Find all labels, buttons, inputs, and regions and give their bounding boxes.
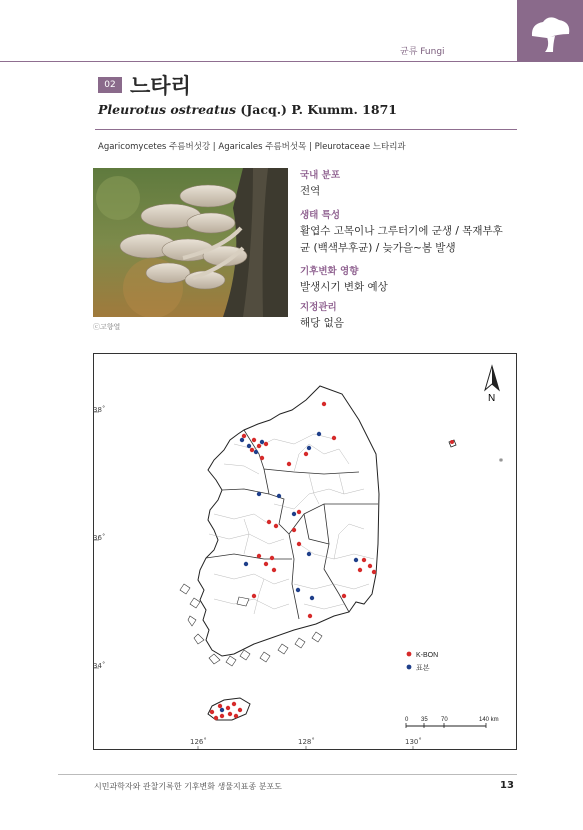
species-number: 02 xyxy=(98,77,122,93)
lat-label-36: 36˚ xyxy=(93,534,106,542)
kbon-point xyxy=(220,714,224,718)
kbon-point xyxy=(358,568,362,572)
specimen-point xyxy=(307,552,311,556)
scientific-name-author: (Jacq.) P. Kumm. 1871 xyxy=(240,102,397,117)
kbon-point xyxy=(260,456,264,460)
kbon-point xyxy=(297,542,301,546)
north-arrow xyxy=(485,366,499,390)
section-label: 균류 Fungi xyxy=(400,47,445,57)
specimen-point xyxy=(244,562,248,566)
info-value: 해당 없음 xyxy=(300,317,344,329)
kbon-point xyxy=(264,562,268,566)
legend-kbon-label: K-BON xyxy=(416,652,439,659)
page-title: 느타리 xyxy=(130,74,191,98)
specimen-point xyxy=(254,450,258,454)
kbon-point xyxy=(267,520,271,524)
specimen-point xyxy=(307,446,311,450)
kbon-point xyxy=(242,434,246,438)
dokdo xyxy=(500,459,502,461)
legend-specimen-label: 표본 xyxy=(416,665,430,672)
mushroom-icon xyxy=(517,0,583,62)
specimen-point xyxy=(220,708,224,712)
specimen-point xyxy=(310,596,314,600)
kbon-point xyxy=(304,452,308,456)
kbon-point xyxy=(257,444,261,448)
kbon-point xyxy=(238,708,242,712)
specimen-point xyxy=(317,432,321,436)
kbon-point xyxy=(270,556,274,560)
kbon-point xyxy=(292,528,296,532)
scale-tick-70: 70 xyxy=(441,717,448,723)
info-label: 지정관리 xyxy=(300,302,337,313)
specimen-point xyxy=(354,558,358,562)
kbon-point xyxy=(297,510,301,514)
specimen-point xyxy=(240,438,244,442)
scale-bar xyxy=(405,717,499,728)
info-designation xyxy=(300,299,344,332)
kbon-point xyxy=(250,448,254,452)
lon-label-126: 126˚ xyxy=(190,738,207,746)
info-label: 생태 특성 xyxy=(300,210,341,221)
scientific-name-genus-species: Pleurotus ostreatus xyxy=(98,102,237,117)
kbon-point xyxy=(234,714,238,718)
footer-rule xyxy=(58,774,517,775)
korea-map-svg xyxy=(94,354,517,750)
kbon-point xyxy=(257,554,261,558)
kbon-point xyxy=(372,570,376,574)
kbon-point xyxy=(232,702,236,706)
header-rule xyxy=(0,61,517,62)
kbon-point xyxy=(368,564,372,568)
kbon-point xyxy=(252,594,256,598)
lon-label-128: 128˚ xyxy=(298,738,315,746)
species-photo xyxy=(93,168,288,317)
info-value: 전역 xyxy=(300,185,321,197)
kbon-point xyxy=(308,614,312,618)
kbon-point xyxy=(252,438,256,442)
specimen-point xyxy=(260,440,264,444)
page-number: 13 xyxy=(500,780,514,791)
kbon-point xyxy=(274,524,278,528)
title-rule xyxy=(95,129,517,130)
specimen-point xyxy=(257,492,261,496)
info-value: 발생시기 변화 예상 xyxy=(300,281,388,293)
info-label: 기후변화 영향 xyxy=(300,266,359,277)
info-ecology xyxy=(300,207,510,257)
mainland-outline xyxy=(198,386,379,656)
kbon-point xyxy=(362,558,366,562)
kbon-point xyxy=(287,462,291,466)
specimen-point xyxy=(277,494,281,498)
scale-tick-35: 35 xyxy=(421,717,428,723)
scale-tick-0: 0 xyxy=(405,717,409,723)
map-legend xyxy=(407,652,439,672)
kbon-point xyxy=(210,710,214,714)
scale-tick-140: 140 km xyxy=(479,717,499,723)
legend-specimen-marker xyxy=(407,665,412,670)
kbon-point xyxy=(226,706,230,710)
specimen-point xyxy=(247,444,251,448)
kbon-point xyxy=(322,402,326,406)
specimen-point xyxy=(292,512,296,516)
kbon-point xyxy=(272,568,276,572)
lat-label-34: 34˚ xyxy=(93,662,106,670)
info-label: 국내 분포 xyxy=(300,170,341,181)
lon-label-130: 130˚ xyxy=(405,738,422,746)
corner-tab xyxy=(517,0,583,62)
kbon-point xyxy=(228,712,232,716)
specimen-point xyxy=(296,588,300,592)
lat-label-38: 38˚ xyxy=(93,406,106,414)
footer-title: 시민과학자와 관찰기록한 기후변화 생물지표종 분포도 xyxy=(94,782,282,791)
kbon-point xyxy=(450,440,454,444)
kbon-point xyxy=(342,594,346,598)
kbon-point xyxy=(264,442,268,446)
legend-kbon-marker xyxy=(407,652,412,657)
info-climate-impact xyxy=(300,263,388,296)
north-label: N xyxy=(488,393,496,404)
info-value: 활엽수 고목이나 그루터기에 군생 / 목재부후균 (백색부후균) / 늦가을~봄 발생 xyxy=(300,225,503,254)
kbon-point xyxy=(214,716,218,720)
kbon-point xyxy=(218,704,222,708)
distribution-map xyxy=(93,353,517,750)
scientific-name xyxy=(98,102,397,117)
photo-credit: ⓒ고향열 xyxy=(93,323,121,331)
kbon-point xyxy=(332,436,336,440)
taxonomy-line: Agaricomycetes 주름버섯강 | Agaricales 주름버섯목 | Pleurotaceae 느타리과 xyxy=(98,142,406,152)
info-distribution xyxy=(300,167,340,200)
